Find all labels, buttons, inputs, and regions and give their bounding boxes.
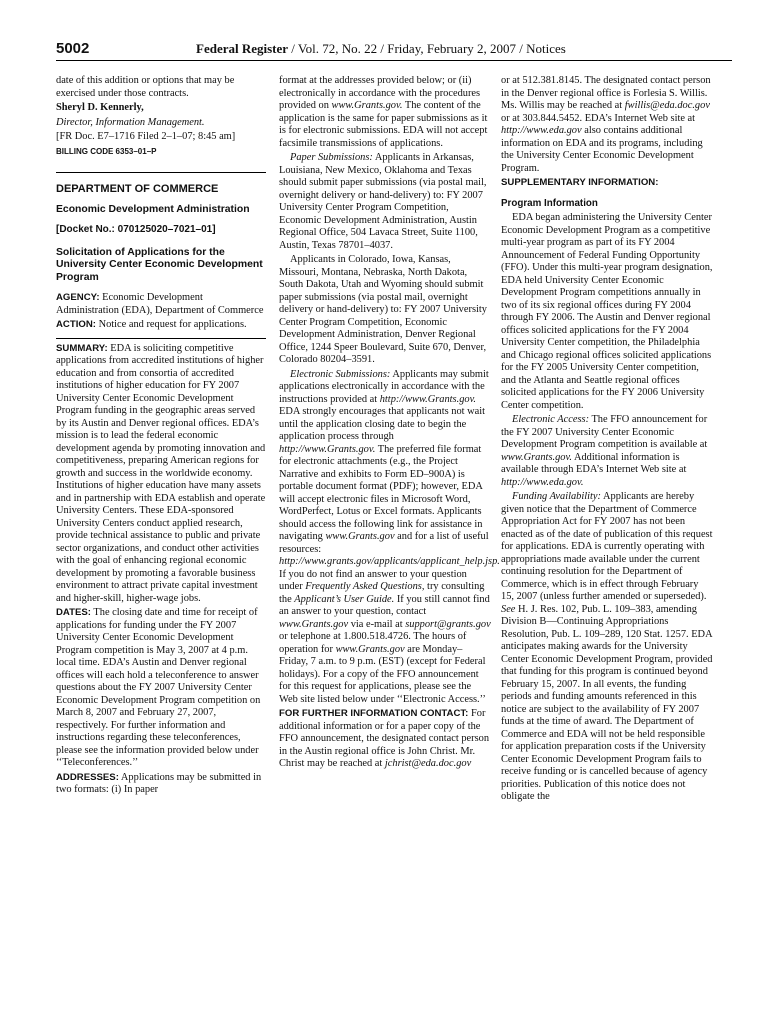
issue-details: / Vol. 72, No. 22 / Friday, February 2, 2007 / Notices (288, 41, 566, 56)
fr-doc-line: [FR Doc. E7–1716 Filed 2–1–07; 8:45 am] (56, 131, 236, 142)
addresses-section: ADDRESSES: Applications may be submitted in two formats: (i) In paper (56, 771, 262, 795)
publication-name: Federal Register (196, 41, 289, 56)
signer-title: Director, Information Management. (56, 116, 205, 128)
agency-heading: Economic Development Administration (56, 203, 250, 215)
grants-link[interactable]: www.Grants.gov (279, 618, 349, 630)
contact-section: FOR FURTHER INFORMATION CONTACT: For additional information or for a paper copy of the FFO announcement, the designated contact person in the Austin regional office is John Christ. Mr. Christ may be reached at jchrist@eda.doc.gov (279, 708, 490, 769)
grants-link[interactable]: www.Grants.gov (335, 643, 405, 655)
support-email-link[interactable]: support@grants.gov (405, 618, 491, 630)
column-3 (501, 75, 713, 806)
electronic-submissions: Electronic Submissions: Applicants may submit applications electronically in accordance with the instructions provided at http://www.Grants.gov. EDA strongly encourages that applicants not wait until the application closing date to begin the application process through http://www.Grants.gov. The preferred file format for electronic attachments (e.g., the Project Narrative and exhibits to Form ED–900A) is portable document format (PDF); however, EDA will accept electronic files in Microsoft Word, WordPerfect, Lotus or Excel formats. Applicants should access the following link for assistance in navigating www.Grants.gov and for a list of useful resources: http://www.grants.gov/applicants/applicant_help.jsp. If you do not find an answer to your question under Frequently Asked Questions, try consulting the Applicant’s User Guide. If you still cannot find an answer to your question, contact www.Grants.gov via e-mail at support@grants.gov or telephone at 1.800.518.4726. The hours of operation for www.Grants.gov are Monday–Friday, 7 a.m. to 9 p.m. (EST) (except for Federal holidays). For a copy of the FFO announcement for this request for applications, please see the Web site listed below under ‘‘Electronic Access.’’ (279, 368, 500, 705)
grants-link[interactable]: http://www.Grants.gov. (379, 393, 477, 405)
signer-name: Sheryl D. Kennerly, (56, 102, 144, 113)
grants-link[interactable]: www.Grants.gov (325, 531, 395, 542)
funding-availability: Funding Availability: Applicants are hereby given notice that the Department of Commerce Appropriation Act for FY 2007 has not been enacted as of the date of publication of this request for applications. EDA is currently operating with appropriations made available under the current continuing resolution for the Department of Commerce, which is in effect through February 15, 2007 (unless further amended or superseded). See H. J. Res. 102, Pub. L. 109–383, amending Division B—Continuing Appropriations Resolution, Pub. L. 109–289, 120 Stat. 1257. EDA anticipates making awards for the University Center Economic Development Program, provided that funding for this program is continued beyond February 15, 2007. In all events, the funding periods and funding amounts referenced in this notice are subject to the availability of FY 2007 funds at the time of award. The Department of Commerce and EDA will not be held responsible for application preparation costs if the University Center Economic Development Program fails to receive funding or is cancelled because of agency priorities. Publication of this notice does not obligate the (501, 491, 713, 802)
billing-code: BILLING CODE 6353–01–P (56, 146, 157, 156)
page-number: 5002 (56, 40, 90, 57)
docket-number: [Docket No.: 070125020–7021–01] (56, 224, 216, 235)
notice-title: Solicitation of Applications for the University Center Economic Development Program (56, 246, 263, 283)
page-header (56, 40, 732, 61)
running-head (196, 41, 566, 57)
agency-section: AGENCY: Economic Development Administration (EDA), Department of Commerce (56, 292, 264, 316)
grants-link[interactable]: www.Grants.gov. (331, 100, 403, 111)
eda-website-link[interactable]: http://www.eda.gov. (501, 476, 584, 488)
program-information-heading: Program Information (501, 197, 598, 209)
program-information-text: EDA began administering the University Center Economic Development Program as a competitive multi-year program as part of its FY 2004 Announcement of Federal Funding Opportunity (FFO). Under this multi-year program designation, EDA held University Center Economic Development Program competitions annually in two of its six regional offices during FY 2004 through FY 2006. The Austin and Denver regional offices solicited applications for the FY 2004 University Center competition, the Philadelphia and Chicago regional offices solicited applications for the FY 2005 University Center competition, and the Atlanta and Seattle regional offices solicited applications for the FY 2006 University Center competition. (501, 212, 713, 411)
fwillis-email-link[interactable]: fwillis@eda.doc.gov (624, 100, 710, 111)
electronic-access: Electronic Access: The FFO announcement for the FY 2007 University Center Economic Development Program competition is available at www.Grants.gov. Additional information is available through EDA’s Internet Web site at http://www.eda.gov. (501, 414, 708, 488)
dates-section: DATES: The closing date and time for receipt of applications for funding under the FY 2007 University Center Economic Development Program competition is May 3, 2007 at 4 p.m. local time. EDA’s Austin and Denver regional offices will each hold a teleconference to answer questions about the FY 2007 University Center Economic Development Program competition on March 8, 2007 and February 27, 2007, respectively. For further information and instructions regarding these teleconferences, please see the information provided below under ‘‘Teleconferences.’’ (56, 607, 261, 768)
grants-link[interactable]: www.Grants.gov. (501, 451, 572, 463)
paper-submissions: Paper Submissions: Applicants in Arkansas, Louisiana, New Mexico, Oklahoma and Texas should submit paper submissions (via postal mail, overnight delivery or hand-delivery) to: FY 2007 University Center Program Competition, Economic Development Administration, Austin Regional Office, 504 Lavaca Street, Suite 1100, Austin, Texas 78701–4037. (279, 152, 487, 251)
divider (56, 338, 266, 339)
intro-text: date of this addition or options that may be exercised under those contracts. (56, 75, 235, 99)
column-1 (56, 75, 266, 799)
applicant-help-link[interactable]: http://www.grants.gov/applicants/applicant_help.jsp. (279, 556, 500, 567)
supplementary-heading: SUPPLEMENTARY INFORMATION: (501, 177, 659, 188)
action-section: ACTION: Notice and request for applications. (56, 319, 247, 330)
department-heading: DEPARTMENT OF COMMERCE (56, 172, 266, 196)
contact-continued: or at 512.381.8145. The designated contact person in the Denver regional office is Forlesia S. Willis. Ms. Willis may be reached at fwillis@eda.doc.gov or at 303.844.5452. EDA’s Internet Web site at http://www.eda.gov also contains additional information on EDA and its programs, including the University Center Economic Development Program. (501, 75, 711, 174)
eda-website-link[interactable]: http://www.eda.gov (501, 125, 582, 136)
denver-submissions: Applicants in Colorado, Iowa, Kansas, Missouri, Montana, Nebraska, North Dakota, South Dakota, Utah and Wyoming should submit paper submissions (via postal mail, overnight delivery or hand-delivery) to: FY 2007 University Center Program Competition, Economic Development Administration, Denver Regional Office, 1244 Speer Boulevard, Suite 670, Denver, Colorado 80204–3591. (279, 254, 487, 365)
grants-link[interactable]: http://www.Grants.gov. (279, 443, 376, 455)
column-2 (279, 75, 500, 773)
jchrist-email-link[interactable]: jchrist@eda.doc.gov (384, 758, 472, 769)
addresses-continued: format at the addresses provided below; or (ii) electronically in accordance with the procedures provided on www.Grants.gov. The content of the application is the same for paper submissions as it is for electronic submissions. EDA will not accept facsimile transmissions of applications. (279, 75, 488, 149)
summary-section: SUMMARY: EDA is soliciting competitive applications from accredited institutions of higher education and from consortia of accredited institutions of higher education for FY 2007 University Center Economic Development Program funding in the geographic areas served by its Austin and Denver regional offices. EDA’s mission is to lead the federal economic development agenda by promoting innovation and competitiveness, preparing American regions for growth and success in the worldwide economy. Institutions of higher education have many assets and in partnership with EDA establish and operate University Centers. These EDA-sponsored University Centers conduct applied research, provide technical assistance to public and private sector organizations, and conduct other activities with the goal of enhancing regional economic development by promoting a favorable business environment to attract private capital investment and higher-skill, higher-wage jobs. (56, 342, 266, 604)
